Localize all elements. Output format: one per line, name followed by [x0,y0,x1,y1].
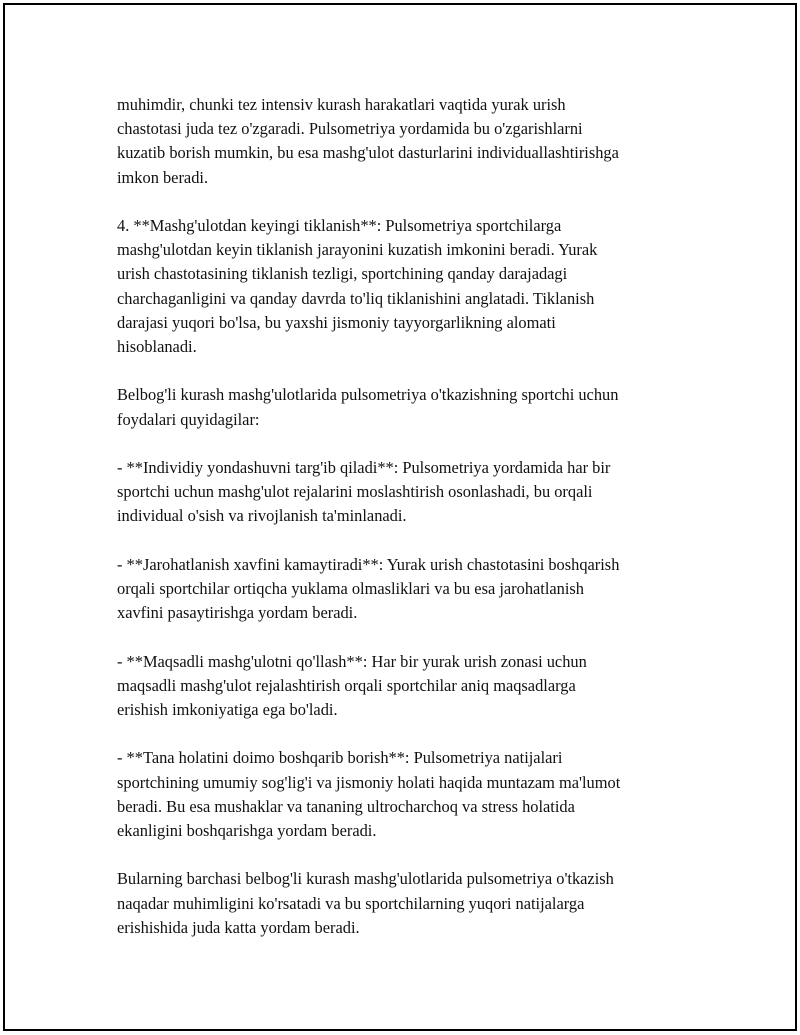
text-line: Bularning barchasi belbog'li kurash mashg'ulotlarida pulsometriya o'tkazish [117,869,614,889]
text-line: - **Tana holatini doimo boshqarib borish**: Pulsometriya natijalari [117,748,563,768]
text-line: - **Maqsadli mashg'ulotni qo'llash**: Har bir yurak urish zonasi uchun [117,651,587,671]
text-line: 4. **Mashg'ulotdan keyingi tiklanish**: Pulsometriya sportchilarga [117,216,562,235]
text-line: charchaganligini va qanday davrda to'liq tiklanishini anglatadi. Tiklanish [117,288,595,308]
text-line: individual o'sish va rivojlanish ta'minlanadi. [117,506,407,526]
text-line: foydalari quyidagilar: [117,409,260,429]
text-line: sportchining umumiy sog'lig'i va jismoniy holati haqida muntazam ma'lumot [117,772,621,792]
paragraph [117,214,697,359]
text-line: mashg'ulotdan keyin tiklanish jarayonini kuzatish imkonini beradi. Yurak [117,240,598,260]
paragraph [117,650,697,723]
paragraph [117,383,697,431]
text-line: imkon beradi. [117,167,209,187]
text-line: erishishida juda katta yordam beradi. [117,917,360,937]
text-line: - **Jarohatlanish xavfini kamaytiradi**: Yurak urish chastotasini boshqarish [117,554,620,574]
paragraph [117,93,697,190]
text-line: xavfini pasaytirishga yordam beradi. [117,603,358,623]
text-line: chastotasi juda tez o'zgaradi. Pulsometriya yordamida bu o'zgarishlarni [117,119,583,139]
paragraph [117,746,697,843]
text-line: orqali sportchilar ortiqcha yuklama olmasliklari va bu esa jarohatlanish [117,579,584,598]
paragraph [117,867,697,940]
text-line: maqsadli mashg'ulot rejalashtirish orqali sportchilar aniq maqsadlarga [117,675,576,695]
text-line: kuzatib borish mumkin, bu esa mashg'ulot dasturlarini individuallashtirishga [117,143,619,163]
document-body [117,93,697,940]
text-line: muhimdir, chunki tez intensiv kurash harakatlari vaqtida yurak urish [117,95,566,114]
paragraph [117,553,697,626]
text-line: beradi. Bu esa mushaklar va tananing ultrocharchoq va stress holatida [117,796,575,816]
text-line: sportchi uchun mashg'ulot rejalarini moslashtirish osonlashadi, bu orqali [117,482,593,502]
text-line: Belbog'li kurash mashg'ulotlarida pulsometriya o'tkazishning sportchi uchun [117,385,619,405]
text-line: darajasi yuqori bo'lsa, bu yaxshi jismoniy tayyorgarlikning alomati [117,312,556,332]
text-line: erishish imkoniyatiga ega bo'ladi. [117,700,338,719]
paragraph [117,456,697,529]
text-line: - **Individiy yondashuvni targ'ib qiladi**: Pulsometriya yordamida har bir [117,458,611,477]
text-line: hisoblanadi. [117,337,197,357]
text-line: ekanligini boshqarishga yordam beradi. [117,821,377,840]
text-line: naqadar muhimligini ko'rsatadi va bu sportchilarning yuqori natijalarga [117,893,585,913]
text-line: urish chastotasining tiklanish tezligi, sportchining qanday darajadagi [117,264,568,284]
